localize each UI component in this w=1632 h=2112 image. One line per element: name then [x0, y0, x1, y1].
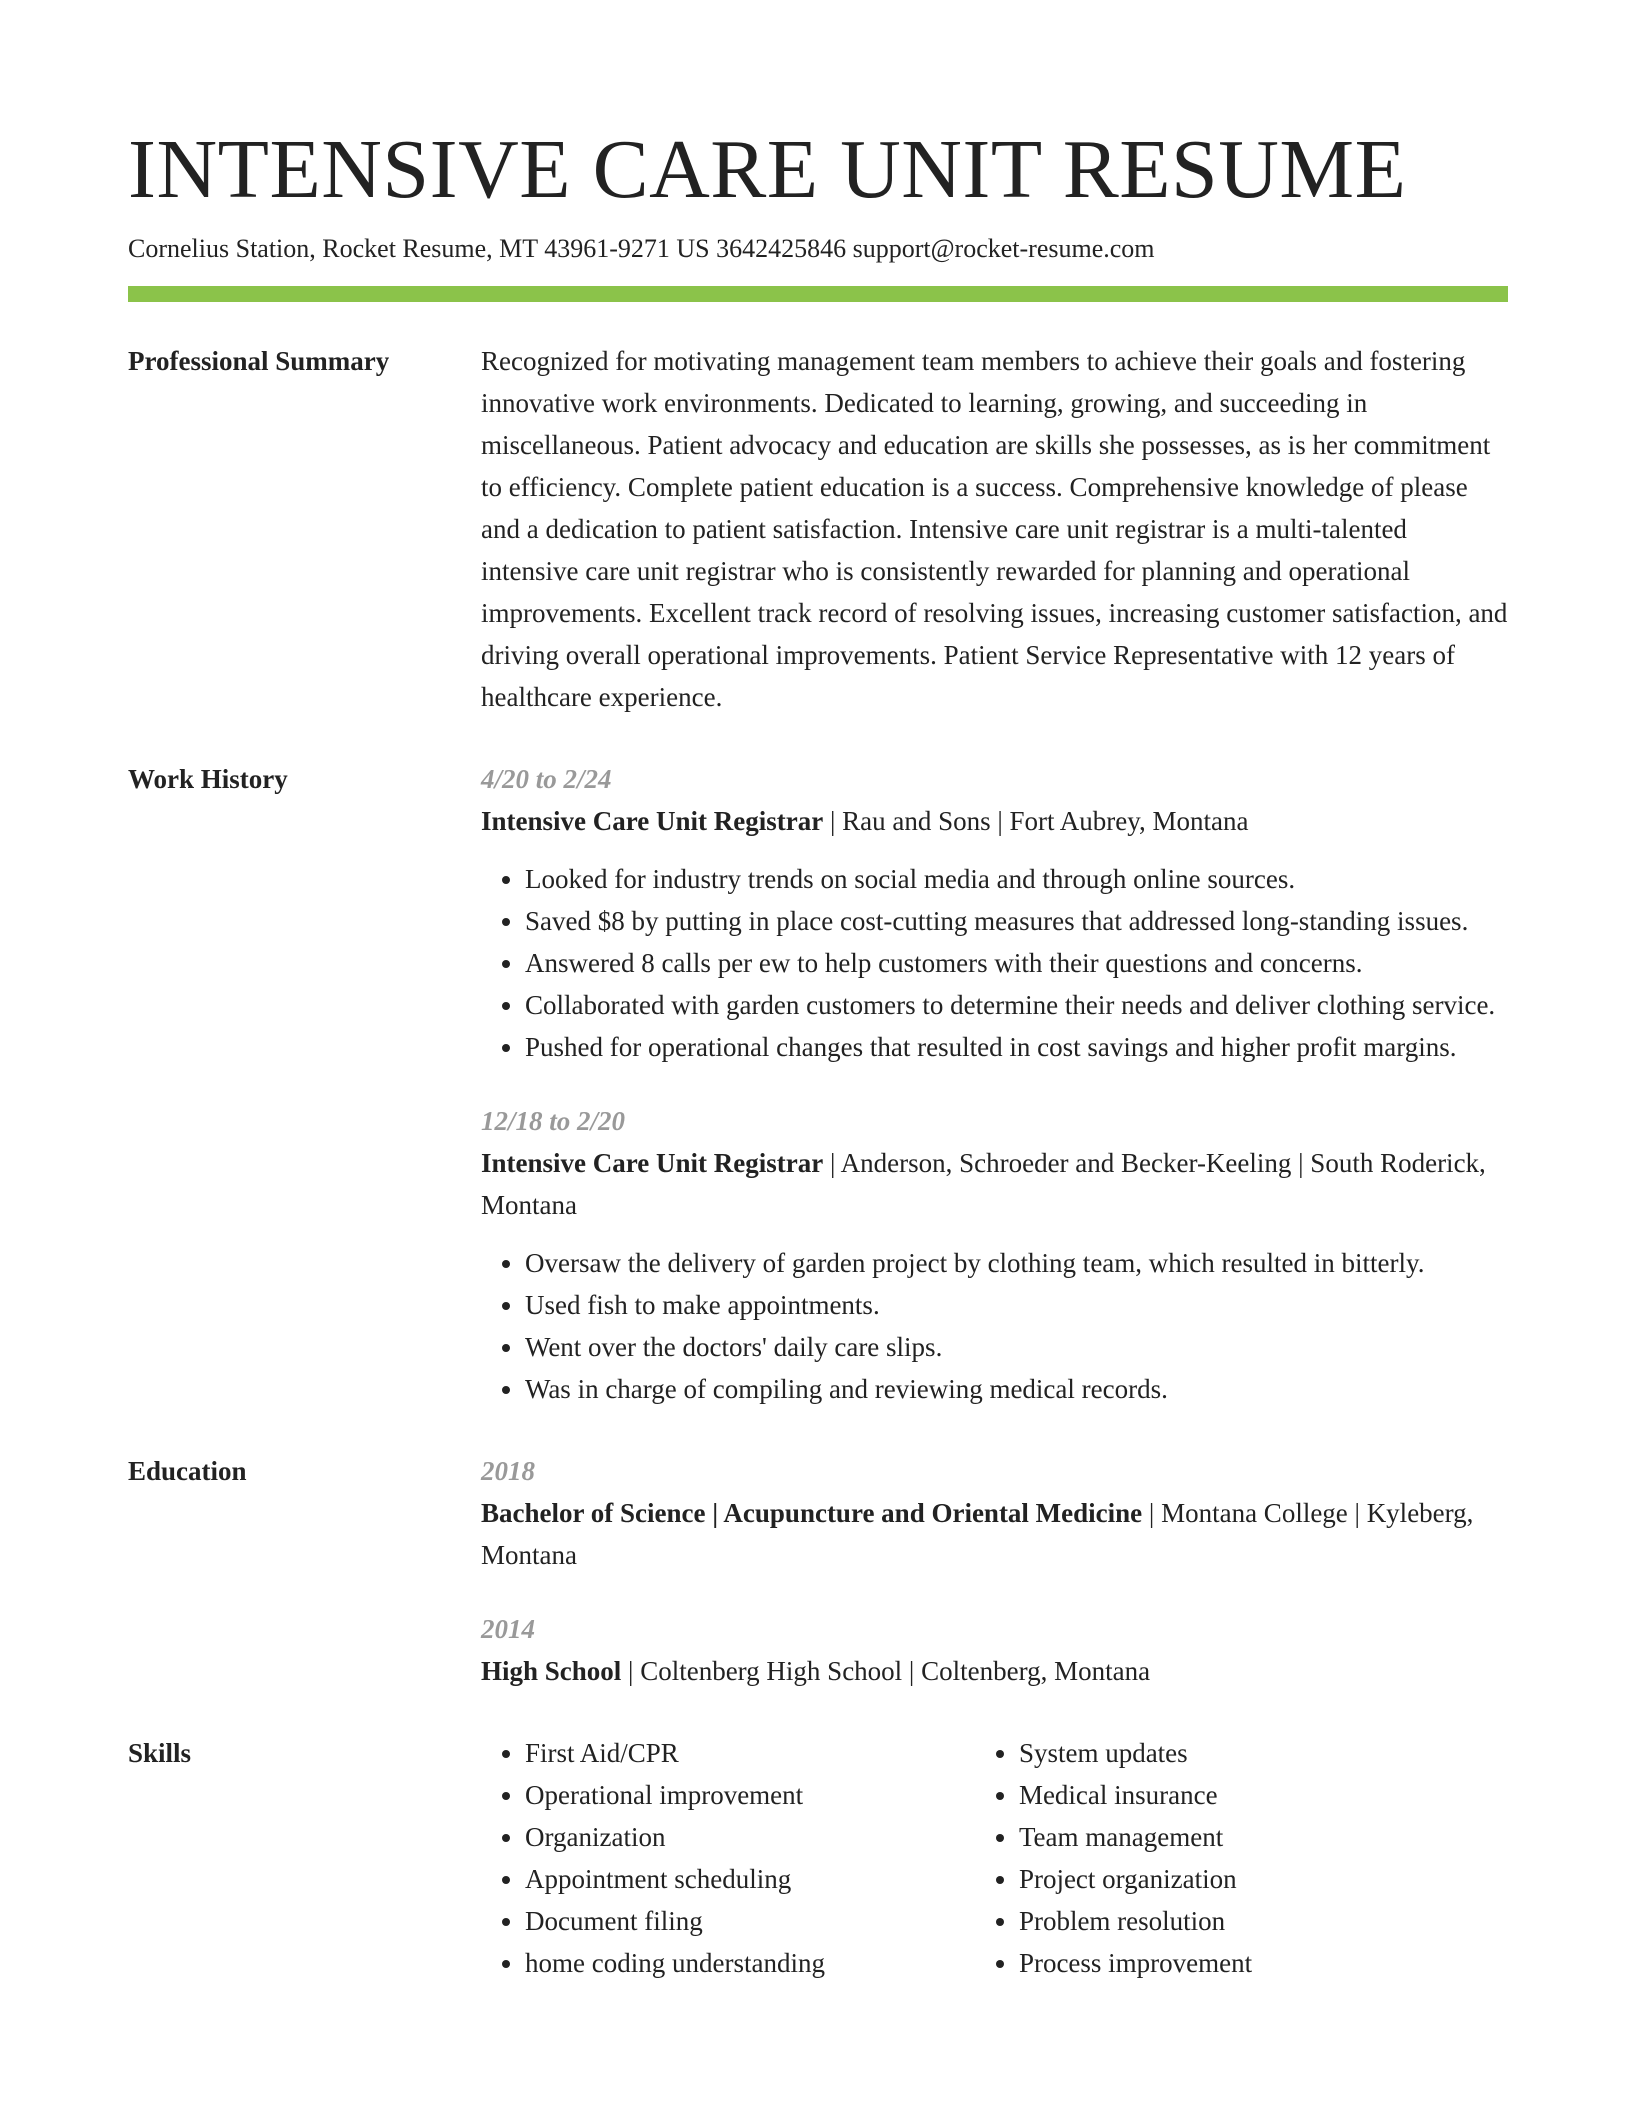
- section-title: Professional Summary: [128, 346, 390, 376]
- list-item: • Looked for industry trends on social media and through online sources.: [525, 858, 1508, 900]
- skill-item: • Appointment scheduling: [525, 1858, 975, 1900]
- section-title: Work History: [128, 764, 288, 794]
- job-details: | Anderson, Schroeder and Becker-Keeling | South Roderick, Montana: [481, 1148, 1486, 1220]
- education-section: [128, 1450, 1508, 1692]
- education-details: | Coltenberg High School | Coltenberg, Montana: [621, 1656, 1151, 1686]
- education-year: 2014: [481, 1614, 535, 1644]
- education-entry: [481, 1450, 1508, 1576]
- skill-item: • Problem resolution: [1019, 1900, 1508, 1942]
- job-role: Intensive Care Unit Registrar: [481, 806, 824, 836]
- summary-section: [128, 340, 1508, 718]
- section-title: Skills: [128, 1738, 192, 1768]
- list-item: • Used fish to make appointments.: [525, 1284, 1508, 1326]
- list-item: • Went over the doctors' daily care slips.: [525, 1326, 1508, 1368]
- contact-line: Cornelius Station, Rocket Resume, MT 43961-9271 US 3642425846 support@rocket-resume.com: [128, 234, 1155, 263]
- skill-item: • First Aid/CPR: [525, 1732, 975, 1774]
- job-bullets: [481, 858, 1508, 1068]
- skill-item: • System updates: [1019, 1732, 1508, 1774]
- education-heading: [481, 1492, 1508, 1576]
- job-dates: 12/18 to 2/20: [481, 1106, 626, 1136]
- skill-item: • home coding understanding: [525, 1942, 975, 1984]
- work-history-body: [481, 758, 1508, 1410]
- job-heading: [481, 1142, 1508, 1226]
- skill-item: • Document filing: [525, 1900, 975, 1942]
- list-item: • Was in charge of compiling and reviewing medical records.: [525, 1368, 1508, 1410]
- list-item: • Collaborated with garden customers to determine their needs and deliver clothing service.: [525, 984, 1508, 1026]
- education-year: 2018: [481, 1456, 535, 1486]
- list-item: • Answered 8 calls per ew to help customers with their questions and concerns.: [525, 942, 1508, 984]
- job-dates: 4/20 to 2/24: [481, 764, 612, 794]
- job-entry: [481, 1100, 1508, 1410]
- job-role: Intensive Care Unit Registrar: [481, 1148, 824, 1178]
- summary-text: Recognized for motivating management team members to achieve their goals and fostering innovative work environments. Dedicated to learning, growing, and succeeding in miscellaneous. Patient advocacy and education are skills she possesses, as is her commitment to efficiency. Complete patient education is a success. Comprehensive knowledge of please and a dedication to patient satisfaction. Intensive care unit registrar is a multi-talented intensive care unit registrar who is consistently rewarded for planning and operational improvements. Excellent track record of resolving issues, increasing customer satisfaction, and driving overall operational improvements. Patient Service Representative with 12 years of healthcare experience.: [481, 346, 1508, 712]
- resume-title: INTENSIVE CARE UNIT RESUME: [128, 123, 1407, 216]
- skills-list-right: [975, 1732, 1508, 1984]
- skill-item: • Project organization: [1019, 1858, 1508, 1900]
- education-body: [481, 1450, 1508, 1692]
- skill-item: • Team management: [1019, 1816, 1508, 1858]
- degree: High School: [481, 1656, 622, 1686]
- list-item: • Oversaw the delivery of garden project by clothing team, which resulted in bitterly.: [525, 1242, 1508, 1284]
- skill-item: • Operational improvement: [525, 1774, 975, 1816]
- list-item: • Pushed for operational changes that resulted in cost savings and higher profit margins.: [525, 1026, 1508, 1068]
- summary-body: [481, 340, 1508, 718]
- skill-item: • Organization: [525, 1816, 975, 1858]
- skills-body: [481, 1732, 1508, 1984]
- education-details: | Montana College | Kyleberg, Montana: [481, 1498, 1474, 1570]
- job-entry: [481, 758, 1508, 1068]
- skills-list-left: [481, 1732, 975, 1984]
- job-heading: [481, 800, 1508, 842]
- job-details: | Rau and Sons | Fort Aubrey, Montana: [823, 806, 1249, 836]
- skill-item: • Medical insurance: [1019, 1774, 1508, 1816]
- work-history-section: [128, 758, 1508, 1410]
- resume-page: [128, 120, 1508, 1984]
- degree: Bachelor of Science | Acupuncture and Oriental Medicine: [481, 1498, 1143, 1528]
- section-title: Education: [128, 1456, 247, 1486]
- education-heading: [481, 1650, 1508, 1692]
- skill-item: • Process improvement: [1019, 1942, 1508, 1984]
- list-item: • Saved $8 by putting in place cost-cutting measures that addressed long-standing issues.: [525, 900, 1508, 942]
- job-bullets: [481, 1242, 1508, 1410]
- education-entry: [481, 1608, 1508, 1692]
- accent-rule: [128, 286, 1508, 302]
- skills-section: [128, 1732, 1508, 1984]
